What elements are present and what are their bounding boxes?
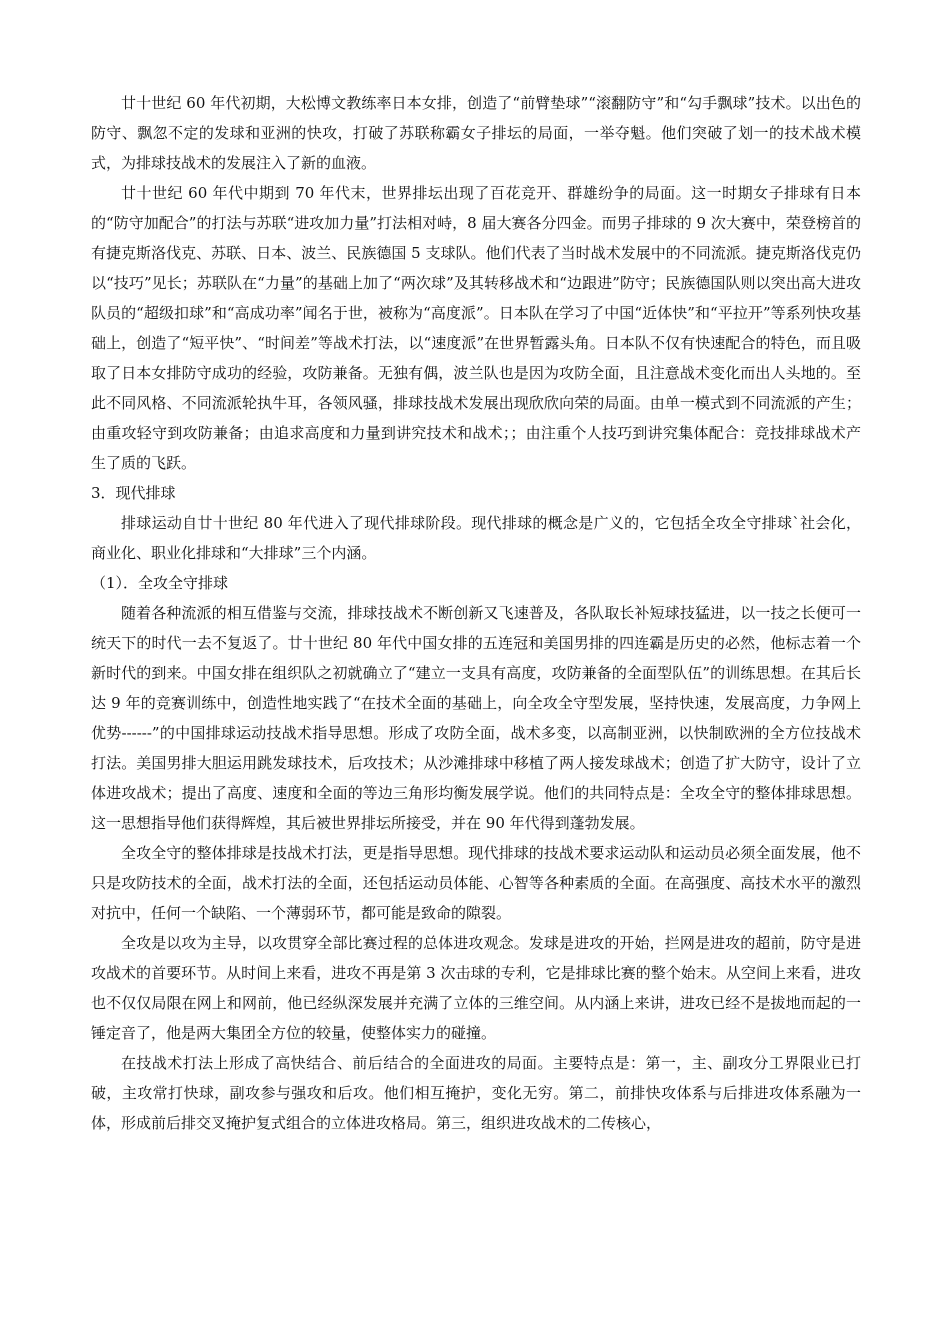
paragraph-1960s-early: 廿十世纪 60 年代初期，大松博文教练率日本女排，创造了“前臂垫球”“滚翻防守”和“勾手飘球”技术。以出色的防守、飘忽不定的发球和亚洲的快攻，打破了苏联称霸女子排坛的局面，一举夺魁。他们突破了划一的技术战术模式，为排球技战术的发展注入了新的血液。 xyxy=(91,94,861,172)
document-body xyxy=(91,88,861,1138)
subsection-heading-total-volleyball: （1）．全攻全守排球 xyxy=(91,574,229,592)
section-heading-modern-volleyball: 3．现代排球 xyxy=(91,484,176,502)
paragraph-tactics-features: 在技战术打法上形成了高快结合、前后结合的全面进攻的局面。主要特点是：第一，主、副攻分工界限业已打破，主攻常打快球，副攻参与强攻和后攻。他们相互掩护，变化无穷。第二，前排快攻体系与后排进攻体系融为一体，形成前后排交叉掩护复式组合的立体进攻格局。第三，组织进攻战术的二传核心， xyxy=(91,1054,861,1132)
paragraph-total-attack: 全攻是以攻为主导，以攻贯穿全部比赛过程的总体进攻观念。发球是进攻的开始，拦网是进攻的超前，防守是进攻战术的首要环节。从时间上来看，进攻不再是第 3 次击球的专利，它是排球比赛的整个始末。从空间上来看，进攻也不仅仅局限在网上和网前，他已经纵深发展并充满了立体的三维空间。从内涵上来讲，进攻已经不是拔地而起的一锤定音了，他是两大集团全方位的较量，使整体实力的碰撞。 xyxy=(91,934,861,1042)
paragraph-total-volleyball-concept: 全攻全守的整体排球是技战术打法，更是指导思想。现代排球的技战术要求运动队和运动员必须全面发展，他不只是攻防技术的全面，战术打法的全面，还包括运动员体能、心智等各种素质的全面。在高强度、高技术水平的激烈对抗中，任何一个缺陷、一个薄弱环节，都可能是致命的隙裂。 xyxy=(91,844,861,922)
paragraph-modern-intro: 排球运动自廿十世纪 80 年代进入了现代排球阶段。现代排球的概念是广义的，它包括全攻全守排球`社会化，商业化、职业化排球和“大排球”三个内涵。 xyxy=(91,514,861,562)
paragraph-total-volleyball-history: 随着各种流派的相互借鉴与交流，排球技战术不断创新又飞速普及，各队取长补短球技猛进，以一技之长便可一统天下的时代一去不复返了。廿十世纪 80 年代中国女排的五连冠和美国男排的四连霸是历史的必然，他标志着一个新时代的到来。中国女排在组织队之初就确立了“建立一支具有高度，攻防兼备的全面型队伍”的训练思想。在其后长达 9 年的竞赛训练中，创造性地实践了“在技术全面的基础上，向全攻全守型发展，坚持快速，发展高度，力争网上优势------”的中国排球运动技战术指导思想。形成了攻防全面，战术多变，以高制亚洲，以快制欧洲的全方位技战术打法。美国男排大胆运用跳发球技术，后攻技术；从沙滩排球中移植了两人接发球战术；创造了扩大防守，设计了立体进攻战术；提出了高度、速度和全面的等边三角形均衡发展学说。他们的共同特点是：全攻全守的整体排球思想。这一思想指导他们获得辉煌，其后被世界排坛所接受，并在 90 年代得到蓬勃发展。 xyxy=(91,604,861,832)
paragraph-1960s-1970s: 廿十世纪 60 年代中期到 70 年代末，世界排坛出现了百花竞开、群雄纷争的局面。这一时期女子排球有日本的“防守加配合”的打法与苏联“进攻加力量”打法相对峙，8 届大赛各分四金。而男子排球的 9 次大赛中，荣登榜首的有捷克斯洛伐克、苏联、日本、波兰、民族德国 5 支球队。他们代表了当时战术发展中的不同流派。捷克斯洛伐克仍以“技巧”见长；苏联队在“力量”的基础上加了“两次球”及其转移战术和“边跟进”防守；民族德国队则以突出高大进攻队员的“超级扣球”和“高成功率”闻名于世，被称为“高度派”。日本队在学习了中国“近体快”和“平拉开”等系列快攻基础上，创造了“短平快”、“时间差”等战术打法，以“速度派”在世界暂露头角。日本队不仅有快速配合的特色，而且吸取了日本女排防守成功的经验，攻防兼备。无独有偶，波兰队也是因为攻防全面，且注意战术变化而出人头地的。至此不同风格、不同流派轮执牛耳，各领风骚，排球技战术发展出现欣欣向荣的局面。由单一模式到不同流派的产生；由重攻轻守到攻防兼备；由追求高度和力量到讲究技术和战术；；由注重个人技巧到讲究集体配合：竞技排球战术产生了质的飞跃。 xyxy=(91,184,861,472)
